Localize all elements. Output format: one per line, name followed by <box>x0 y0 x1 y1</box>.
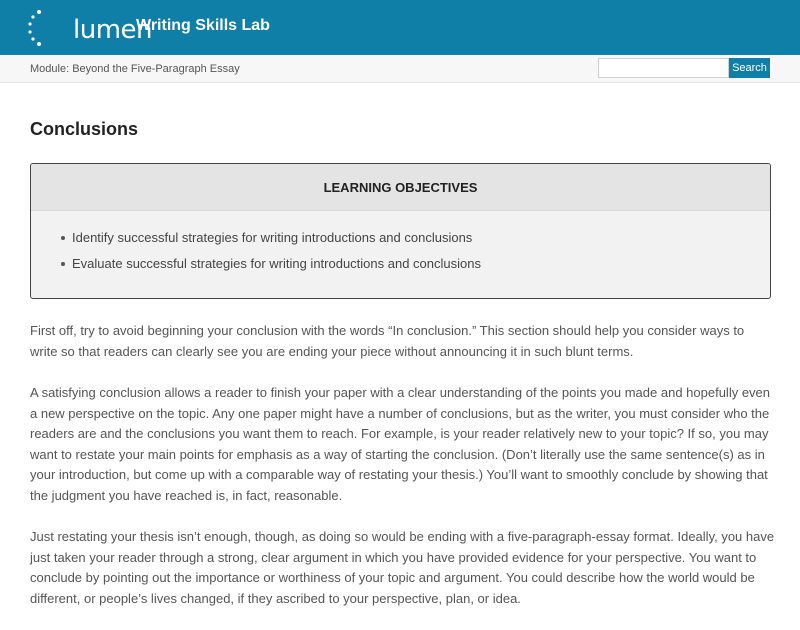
objective-item: Evaluate successful strategies for writing introductions and conclusions <box>71 251 770 277</box>
search-input[interactable] <box>598 58 729 78</box>
module-bar <box>0 55 800 83</box>
page-title: Conclusions <box>30 119 139 139</box>
logo-dots-icon <box>26 9 48 47</box>
lumen-logo[interactable] <box>26 9 153 47</box>
module-title[interactable]: Module: Beyond the Five-Paragraph Essay <box>30 63 240 75</box>
learning-objectives-box <box>30 163 771 299</box>
objectives-heading: LEARNING OBJECTIVES <box>31 164 770 211</box>
content-paragraph: First off, try to avoid beginning your conclusion with the words “In conclusion.” This section should help you consider ways to write so that readers can clearly see you are ending your piece without announcing it in such blunt terms. <box>30 323 745 359</box>
site-title[interactable]: Writing Skills Lab <box>136 17 270 34</box>
content-paragraph: A satisfying conclusion allows a reader to finish your paper with a clear understanding of the points you made and hopefully even a new perspective on the topic. Any one paper might have a number of conclusions, but as the writer, you must consider who the readers are and the conclusions you want them to reach. For example, is your reader relatively new to your topic? If so, you may want to restate your main points for emphasis as a way of starting the conclusion. (Don’t literally use the same sentence(s) as in your introduction, but come up with a comparable way of restating your thesis.) You’ll want to smoothly conclude by showing that the judgment you have reached is, in fact, reasonable. <box>30 385 771 503</box>
content-paragraph: Just restating your thesis isn’t enough, though, as doing so would be ending with a five-paragraph-essay format. Ideally, you have just taken your reader through a strong, clear argument in which you have provided evidence for your perspective. You want to conclude by pointing out the importance or worthiness of your topic and argument. You could describe how the world would be different, or people’s lives changed, if they ascribed to your perspective, plan, or idea. <box>30 529 775 606</box>
search-button[interactable]: Search <box>729 58 770 78</box>
site-header <box>0 0 800 55</box>
page-content <box>30 321 775 630</box>
objectives-list <box>31 211 770 277</box>
logo-text: lumen <box>73 15 153 45</box>
objective-item: Identify successful strategies for writing introductions and conclusions <box>71 225 770 251</box>
